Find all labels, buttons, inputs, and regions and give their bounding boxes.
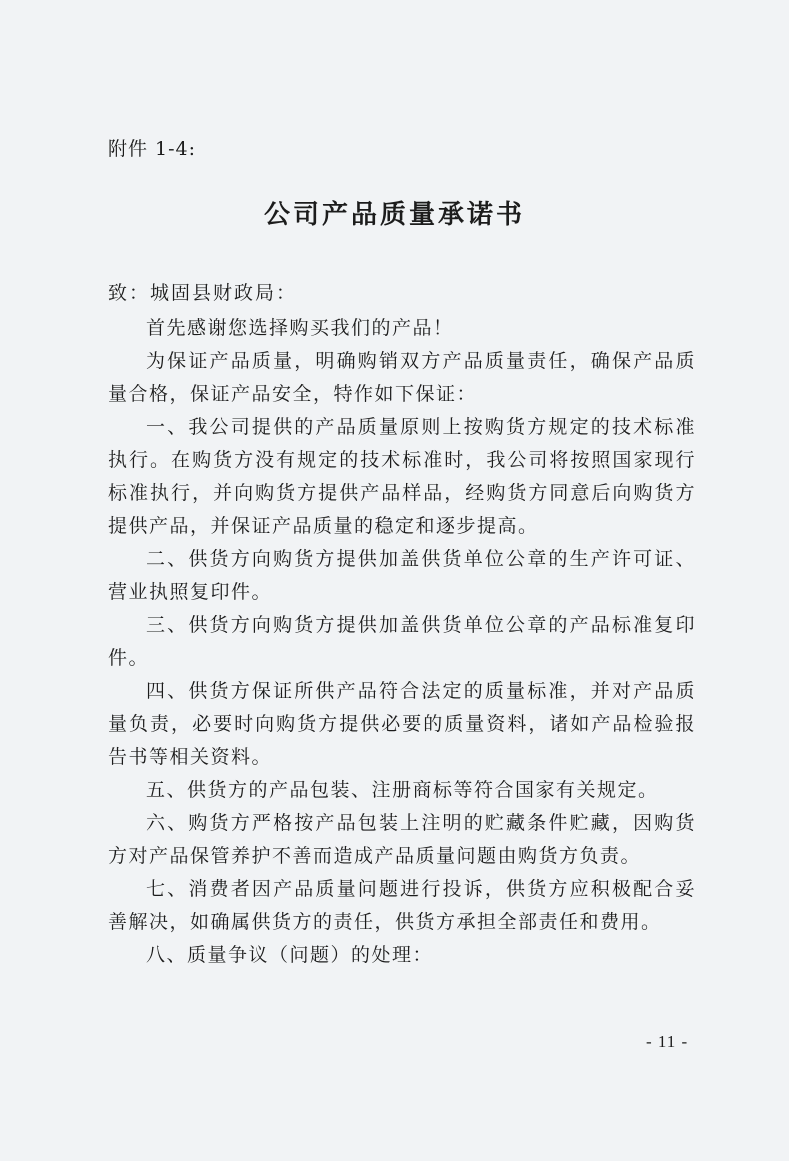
addressee-line: 致：城固县财政局： bbox=[108, 282, 298, 304]
paragraph: 二、供货方向购货方提供加盖供货单位公章的生产许可证、营业执照复印件。 bbox=[108, 548, 696, 603]
page-number: - 11 - bbox=[646, 1032, 689, 1051]
paragraph: 八、质量争议（问题）的处理： bbox=[146, 944, 434, 966]
paragraph: 四、供货方保证所供产品符合法定的质量标准，并对产品质量负责，必要时向购货方提供必要的质量资料，诸如产品检验报告书等相关资料。 bbox=[108, 680, 696, 768]
paragraph: 五、供货方的产品包装、注册商标等符合国家有关规定。 bbox=[146, 779, 659, 801]
paragraph: 三、供货方向购货方提供加盖供货单位公章的产品标准复印件。 bbox=[108, 614, 696, 669]
paragraph: 为保证产品质量，明确购销双方产品质量责任，确保产品质量合格，保证产品安全，特作如下保证： bbox=[108, 350, 696, 405]
attachment-label: 附件 1-4: bbox=[108, 138, 197, 160]
document-body bbox=[108, 312, 696, 972]
paragraph: 一、我公司提供的产品质量原则上按购货方规定的技术标准执行。在购货方没有规定的技术标准时，我公司将按照国家现行标准执行，并向购货方提供产品样品，经购货方同意后向购货方提供产品，并保证产品质量的稳定和逐步提高。 bbox=[108, 416, 696, 537]
paragraph: 七、消费者因产品质量问题进行投诉，供货方应积极配合妥善解决，如确属供货方的责任，供货方承担全部责任和费用。 bbox=[108, 878, 696, 933]
document-title: 公司产品质量承诺书 bbox=[263, 200, 525, 230]
paragraph: 六、购货方严格按产品包装上注明的贮藏条件贮藏，因购货方对产品保管养护不善而造成产品质量问题由购货方负责。 bbox=[108, 812, 696, 867]
paragraph: 首先感谢您选择购买我们的产品！ bbox=[146, 317, 454, 339]
